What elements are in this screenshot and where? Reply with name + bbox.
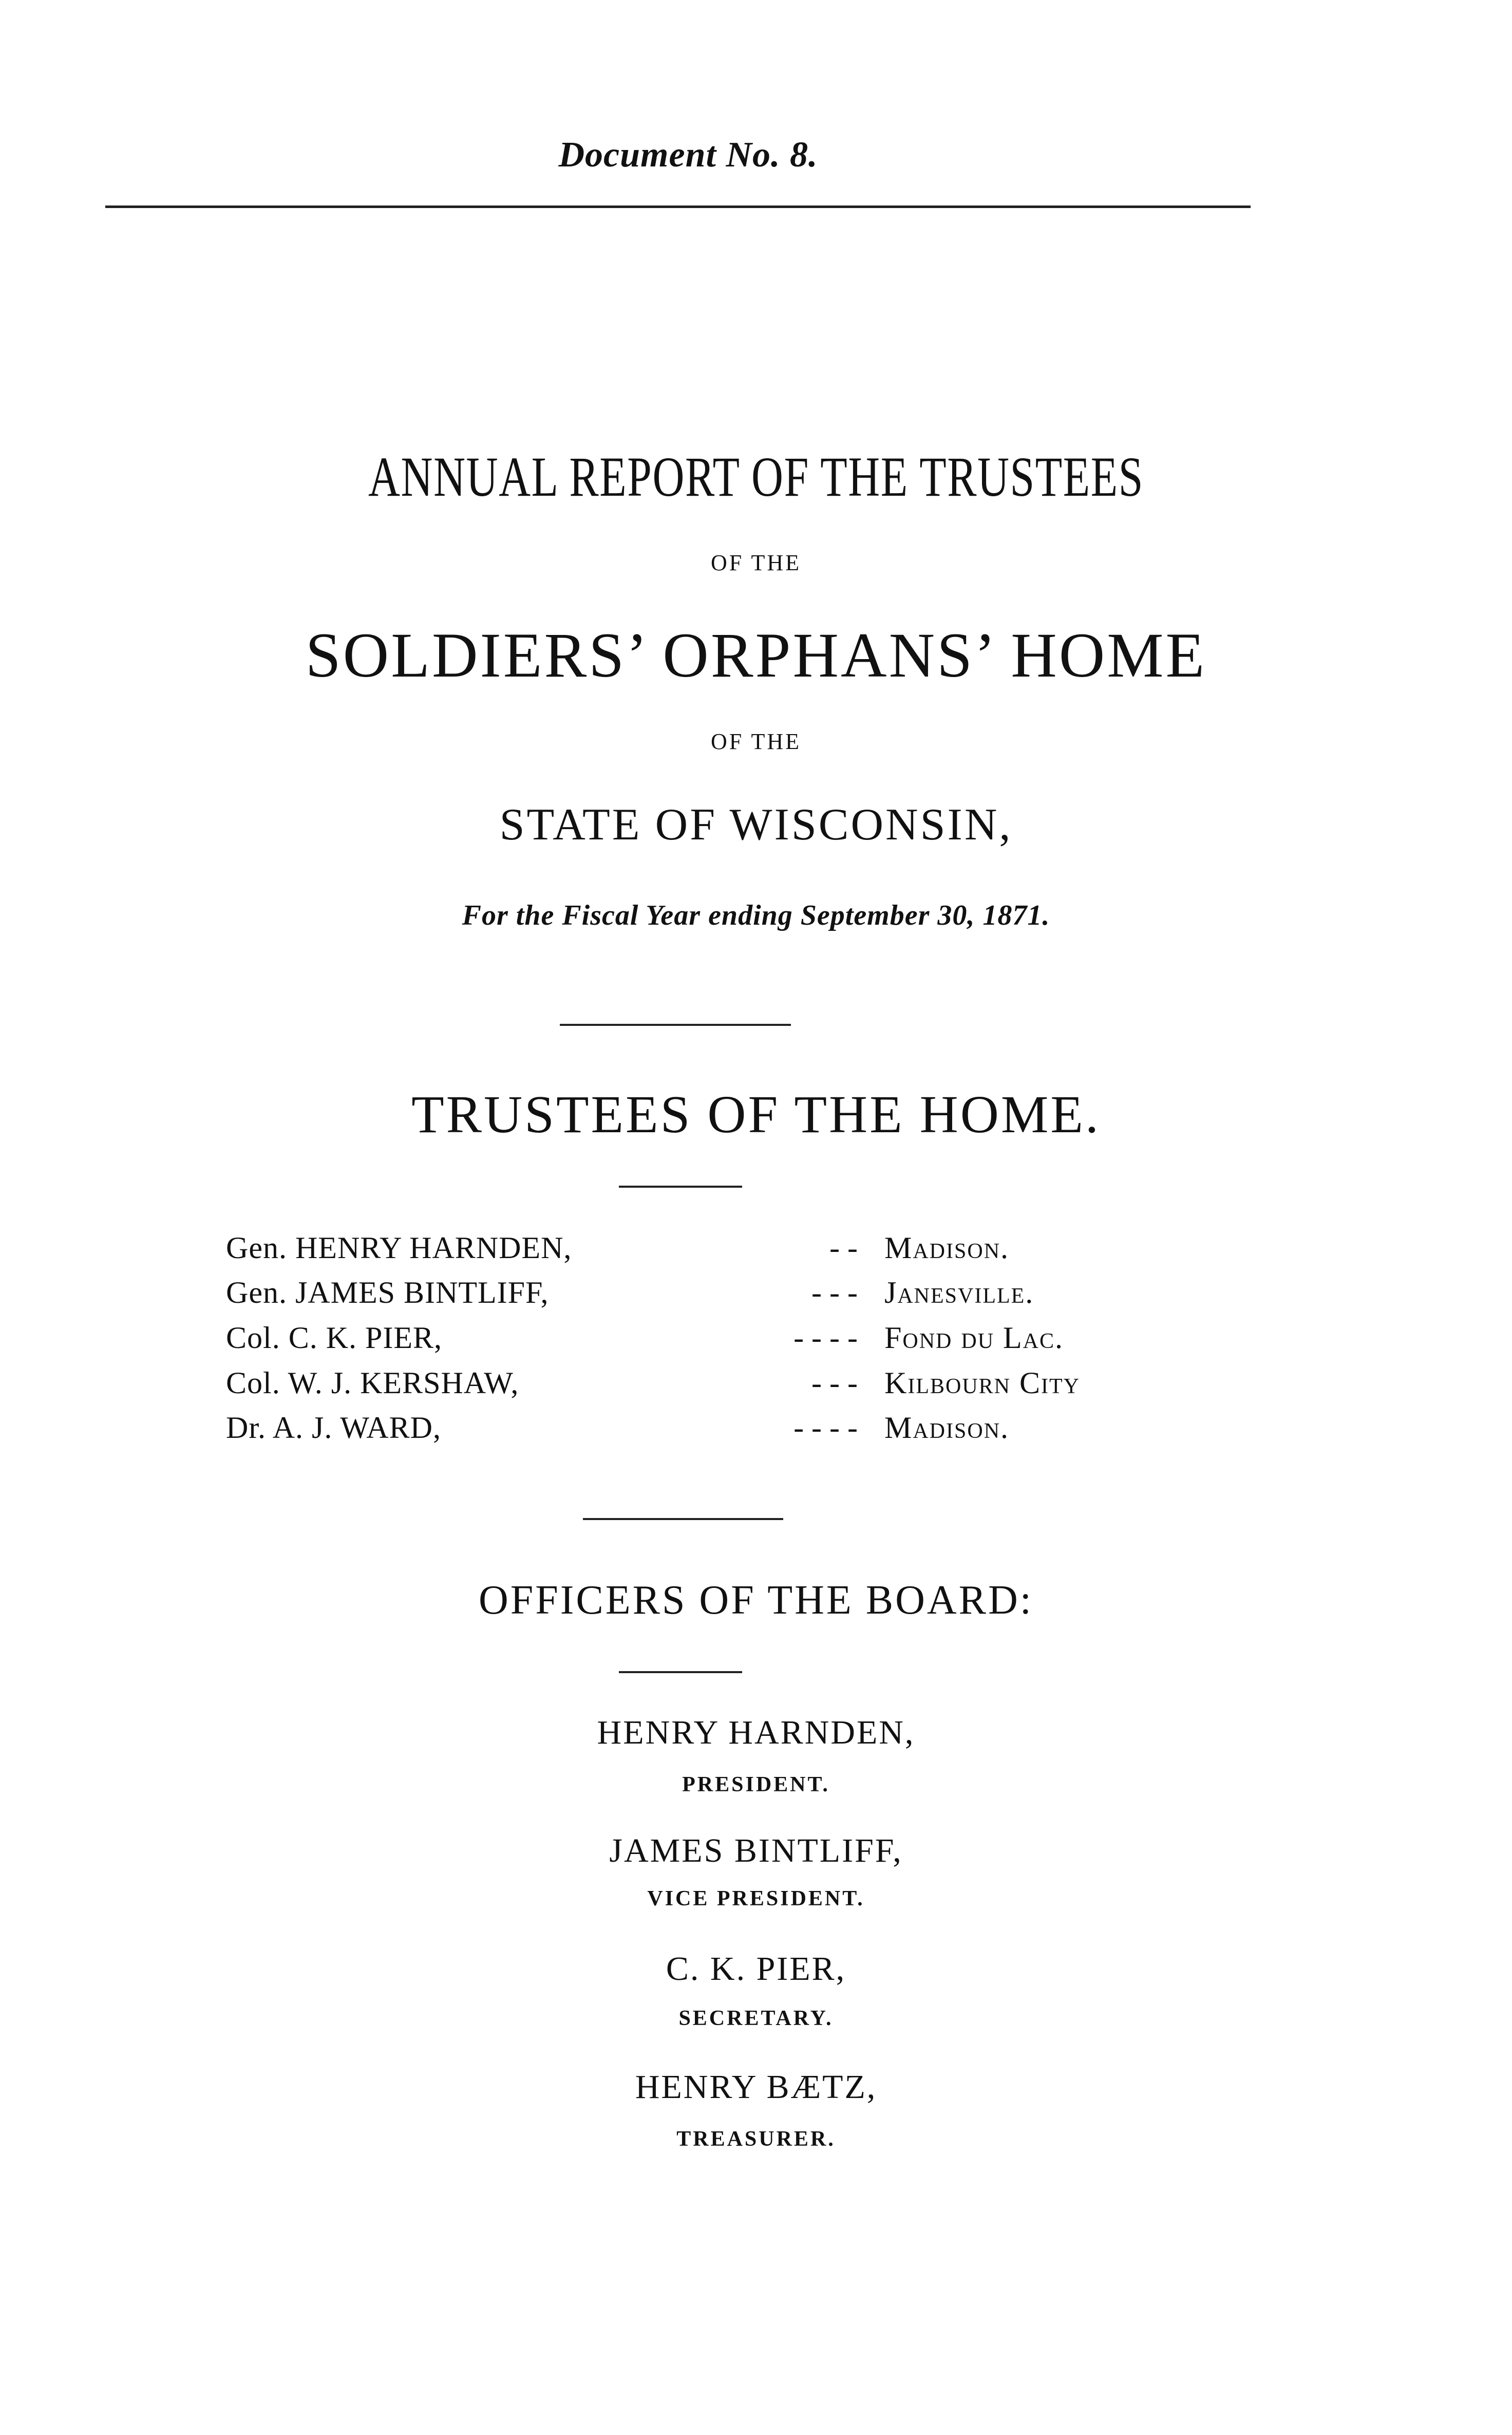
officer-name: HENRY BÆTZ, (635, 2068, 877, 2106)
connector-of-the-2: OF THE (711, 729, 801, 754)
leader-dashes: - - - - (793, 1321, 858, 1355)
leader-dashes: - - - (811, 1366, 858, 1400)
officer-name: C. K. PIER, (666, 1950, 846, 1988)
trustee-place: Madison. (884, 1411, 1010, 1445)
trustee-row (0, 1410, 1512, 1451)
trustee-row (0, 1275, 1512, 1316)
officer-name: HENRY HARNDEN, (597, 1714, 915, 1751)
section-divider (619, 1671, 742, 1673)
officer-title: PRESIDENT. (682, 1773, 830, 1796)
report-title: ANNUAL REPORT OF THE TRUSTEES (368, 445, 1144, 508)
trustee-place: Kilbourn City (884, 1366, 1080, 1400)
trustee-place: Madison. (884, 1231, 1010, 1265)
officer-title: SECRETARY. (678, 2007, 834, 2030)
home-name: SOLDIERS’ ORPHANS’ HOME (305, 620, 1207, 690)
section-divider (583, 1518, 783, 1520)
trustee-name: Gen. JAMES BINTLIFF, (226, 1276, 549, 1309)
fiscal-year-line: For the Fiscal Year ending September 30, 1871. (462, 900, 1050, 931)
document-number: Document No. 8. (558, 135, 818, 175)
trustees-heading: TRUSTEES OF THE HOME. (411, 1085, 1101, 1144)
trustee-name: Col. C. K. PIER, (226, 1321, 443, 1355)
header-rule (105, 205, 1251, 208)
officer-title: VICE PRESIDENT. (647, 1887, 865, 1910)
section-divider (560, 1024, 791, 1026)
leader-dashes: - - (829, 1231, 858, 1265)
officer-name: JAMES BINTLIFF, (609, 1832, 903, 1869)
trustee-name: Dr. A. J. WARD, (226, 1411, 441, 1445)
trustee-row (0, 1365, 1512, 1407)
section-divider (619, 1186, 742, 1188)
trustee-row (0, 1230, 1512, 1271)
trustee-name: Col. W. J. KERSHAW, (226, 1366, 519, 1400)
trustee-row (0, 1320, 1512, 1361)
leader-dashes: - - - - (793, 1411, 858, 1445)
officers-heading: OFFICERS OF THE BOARD: (478, 1578, 1034, 1623)
leader-dashes: - - - (811, 1276, 858, 1309)
connector-of-the-1: OF THE (711, 550, 801, 575)
state-name: STATE OF WISCONSIN, (499, 800, 1013, 850)
trustee-place: Fond du Lac. (884, 1321, 1064, 1355)
officer-title: TREASURER. (676, 2127, 836, 2151)
trustee-place: Janesville. (884, 1276, 1034, 1309)
trustee-name: Gen. HENRY HARNDEN, (226, 1231, 572, 1265)
